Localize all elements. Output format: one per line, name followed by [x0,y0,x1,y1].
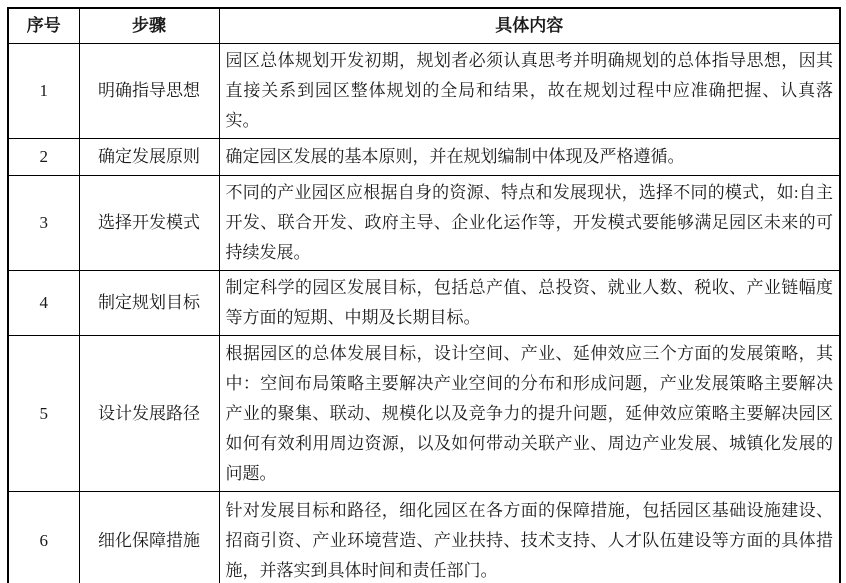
table-row [8,271,840,336]
row-number: 5 [8,336,79,492]
table-row [8,44,840,139]
planning-steps-table [7,7,841,583]
step-name: 制定规划目标 [79,271,219,336]
header-num: 序号 [8,8,79,44]
table-row [8,139,840,176]
table-row [8,176,840,271]
table-row [8,492,840,583]
header-content: 具体内容 [219,8,840,44]
step-name: 明确指导思想 [79,44,219,139]
step-content: 根据园区的总体发展目标，设计空间、产业、延伸效应三个方面的发展策略，其中：空间布局策略主要解决产业空间的分布和形成问题，产业发展策略主要解决产业的聚集、联动、规模化以及竞争力的提升问题，延伸效应策略主要解决园区如何有效利用周边资源，以及如何带动关联产业、周边产业发展、城镇化发展的问题。 [219,336,840,492]
table-header-row [8,8,840,44]
row-number: 1 [8,44,79,139]
step-name: 设计发展路径 [79,336,219,492]
row-number: 6 [8,492,79,583]
step-content: 针对发展目标和路径，细化园区在各方面的保障措施，包括园区基础设施建设、招商引资、产业环境营造、产业扶持、技术支持、人才队伍建设等方面的具体措施，并落实到具体时间和责任部门。 [219,492,840,583]
step-content: 确定园区发展的基本原则，并在规划编制中体现及严格遵循。 [219,139,840,176]
step-content: 不同的产业园区应根据自身的资源、特点和发展现状，选择不同的模式，如:自主开发、联合开发、政府主导、企业化运作等，开发模式要能够满足园区未来的可持续发展。 [219,176,840,271]
step-content: 制定科学的园区发展目标，包括总产值、总投资、就业人数、税收、产业链幅度等方面的短期、中期及长期目标。 [219,271,840,336]
table-row [8,336,840,492]
step-name: 选择开发模式 [79,176,219,271]
step-name: 确定发展原则 [79,139,219,176]
step-name: 细化保障措施 [79,492,219,583]
row-number: 2 [8,139,79,176]
header-step: 步骤 [79,8,219,44]
step-content: 园区总体规划开发初期，规划者必须认真思考并明确规划的总体指导思想，因其直接关系到园区整体规划的全局和结果，故在规划过程中应准确把握、认真落实。 [219,44,840,139]
row-number: 4 [8,271,79,336]
row-number: 3 [8,176,79,271]
